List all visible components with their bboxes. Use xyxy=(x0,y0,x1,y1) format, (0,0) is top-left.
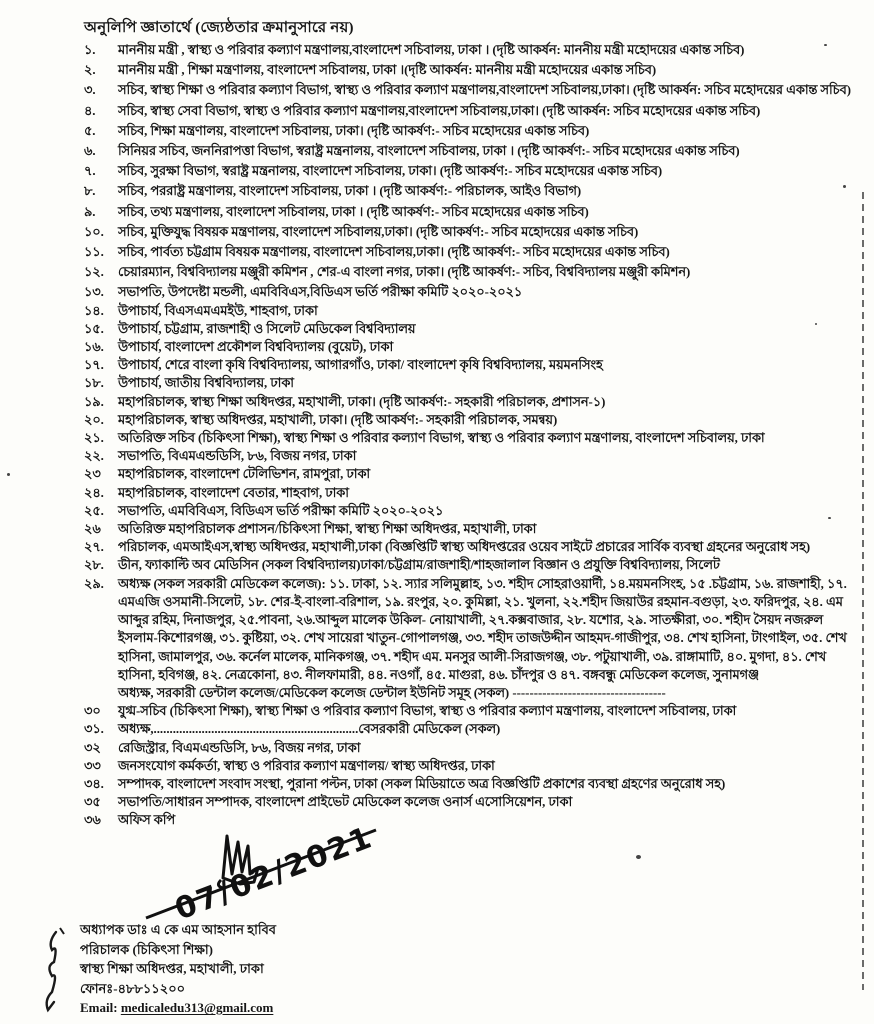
signatory-designation: পরিচালক (চিকিৎসা শিক্ষা) xyxy=(80,941,213,957)
list-item xyxy=(84,102,862,120)
item-number: ২৮. xyxy=(84,558,104,573)
list-item xyxy=(84,182,862,200)
item-text: রেজিস্ট্রার, বিএমএন্ডডিসি, ৮৬, বিজয় নগর, ঢাকা xyxy=(118,740,361,755)
list-item xyxy=(84,684,862,702)
item-number: ১৪. xyxy=(84,303,104,318)
item-number: ১. xyxy=(84,43,96,57)
item-text: মহাপরিচালক, স্বাস্থ্য শিক্ষা অধিদপ্তর, মহাখালী, ঢাকা। (দৃষ্টি আকর্ষণ:- সহকারী পরিচালক, প্রশাসন-১) xyxy=(118,394,606,409)
item-text: মহাপরিচালক, বাংলাদেশ বেতার, শাহবাগ, ঢাকা xyxy=(118,485,349,500)
list-item xyxy=(84,393,862,411)
item-text: সভাপতি, বিএমএন্ডডিসি, ৮৬, বিজয় নগর, ঢাকা xyxy=(118,449,357,464)
list-item xyxy=(84,338,862,356)
scan-noise xyxy=(843,185,846,188)
item-number: ২৪. xyxy=(84,485,104,500)
item-number: ১৭. xyxy=(84,358,104,373)
item-text: সচিব, পররাষ্ট্র মন্ত্রণালয়, বাংলাদেশ সচিবালয়, ঢাকা । (দৃষ্টি আকর্ষণ:- পরিচালক, আইও বিভাগ) xyxy=(118,184,582,199)
item-text: উপাচার্য, বাংলাদেশ প্রকৌশল বিশ্ববিদ্যালয় (বুয়েট), ঢাকা xyxy=(118,340,394,355)
item-number: ১১. xyxy=(84,245,104,260)
list-item xyxy=(84,61,862,79)
list-item xyxy=(84,374,862,392)
list-item xyxy=(84,739,862,757)
signature-date: 07/02/2021 xyxy=(170,819,378,928)
list-item xyxy=(84,465,862,483)
item-text: সচিব, স্বাস্থ্য সেবা বিভাগ, স্বাস্থ্য ও পরিবার কল্যাণ মন্ত্রণালয়,বাংলাদেশ সচিবালয়,ঢাকা। (দৃষ্টি আকর্ষন: সচিব মহোদয়ের একান্ত সচিব) xyxy=(118,103,761,118)
list-item xyxy=(84,263,862,281)
item-number: ২২. xyxy=(84,449,104,464)
scan-noise xyxy=(828,517,831,519)
list-item xyxy=(84,122,862,140)
list-item xyxy=(84,411,862,429)
email-address: medicaledu313@gmail.com xyxy=(120,1000,274,1015)
list-item xyxy=(84,702,862,720)
item-number: ২০. xyxy=(84,412,104,427)
list-item xyxy=(84,203,862,221)
scan-noise xyxy=(7,473,10,476)
list-item xyxy=(84,520,862,538)
item-text: পরিচালক, এমআইএস,স্বাস্থ্য অধিদপ্তর, মহাখালী,ঢাকা (বিজ্ঞপ্তিটি স্বাস্থ্য অধিদপ্তরের ওয়েব সাইটে প্রচারের সার্বিক ব্যবস্থা গ্রহনের অনুরোধ সহ) xyxy=(118,540,811,555)
email-label: Email: xyxy=(80,1000,121,1015)
list-item xyxy=(84,320,862,338)
item-text: সচিব, সুরক্ষা বিভাগ, স্বরাষ্ট্র মন্ত্রনালয়, বাংলাদেশ সচিবালয়, ঢাকা। (দৃষ্টি আকর্ষণ:- সচিব মহোদয়ের একান্ত সচিব) xyxy=(118,164,663,179)
list-item xyxy=(84,142,862,160)
item-text: সিনিয়র সচিব, জননিরাপত্তা বিভাগ, স্বরাষ্ট্র মন্ত্রনালয়, বাংলাদেশ সচিবালয়, ঢাকা । (দৃষ্টি আকর্ষণ:- সচিব মহোদয়ের একান্ত সচিব) xyxy=(118,144,740,159)
item-text: অধ্যক্ষ, সরকারী ডেন্টাল কলেজ/মেডিকেল কলেজ ডেন্টাল ইউনিট সমূহ (সকল) ------------------------------------ xyxy=(118,685,666,700)
item-number: ৩. xyxy=(84,83,96,98)
item-number: ১৮. xyxy=(84,376,104,391)
scan-noise xyxy=(815,323,817,325)
list-item xyxy=(84,223,862,241)
item-text: উপাচার্য, শেরে বাংলা কৃষি বিশ্ববিদ্যালয়, আগারগাঁও, ঢাকা/ বাংলাদেশ কৃষি বিশ্ববিদ্যালয়, ময়মনসিংহ xyxy=(118,358,603,373)
item-number: ১০. xyxy=(84,224,104,239)
item-number: ৩৬ xyxy=(84,813,101,828)
item-text: অতিরিক্ত মহাপরিচালক প্রশাসন/চিকিৎসা শিক্ষা, স্বাস্থ্য শিক্ষা অধিদপ্তর, মহাখালী, ঢাকা xyxy=(118,522,537,537)
item-text: সচিব, শিক্ষা মন্ত্রণালয়, বাংলাদেশ সচিবালয়, ঢাকা। (দৃষ্টি আকর্ষণ:- সচিব মহোদয়ের একান্ত সচিব) xyxy=(118,123,590,138)
item-text: সচিব, স্বাস্থ্য শিক্ষা ও পরিবার কল্যাণ বিভাগ, স্বাস্থ্য ও পরিবার কল্যাণ মন্ত্রণালয়,বাংলাদেশ সচিবালয়,ঢাকা। (দৃষ্টি আকর্ষন: সচিব মহোদয়ের একান্ত সচিব) xyxy=(118,83,851,98)
scan-noise xyxy=(824,44,827,46)
signature-scribble xyxy=(128,816,408,931)
signatory-phone: ফোনঃ-৪৮৮১১২০০ xyxy=(80,980,186,996)
list-item xyxy=(84,41,862,59)
item-text: সভাপতি, এমবিবিএস, বিডিএস ভর্তি পরীক্ষা কমিটি ২০২০-২০২১ xyxy=(118,503,444,518)
item-number: ৩০ xyxy=(84,704,101,719)
item-number: ১৬. xyxy=(84,340,104,355)
item-number: ১৯. xyxy=(84,394,104,409)
item-text: অধ্যক্ষ,................................................................বেসরকারী মেডিকেল (সকল) xyxy=(118,722,501,737)
item-text: সভাপতি, উপদেষ্টা মন্ডলী, এমবিবিএস,বিডিএস ভর্তি পরীক্ষা কমিটি ২০২০-২০২১ xyxy=(118,285,523,300)
item-text: মহাপরিচালক, স্বাস্থ্য অধিদপ্তর, মহাখালী, ঢাকা। (দৃষ্টি আকর্ষণ:- সহকারী পরিচালক, সমন্বয়) xyxy=(118,412,558,427)
item-text: উপাচার্য, চট্টগ্রাম, রাজশাহী ও সিলেট মেডিকেল বিশ্ববিদ্যালয় xyxy=(118,321,416,336)
item-text: সচিব, তথ্য মন্ত্রণালয়, বাংলাদেশ সচিবালয়, ঢাকা । (দৃষ্টি আকর্ষণ:- সচিব মহোদয়ের একান্ত সচিব) xyxy=(118,204,589,219)
list-item xyxy=(84,575,862,684)
item-number: ২১. xyxy=(84,431,104,446)
list-item xyxy=(84,556,862,574)
item-number: ৩১. xyxy=(84,722,104,737)
list-item xyxy=(84,81,862,99)
item-number: ৪. xyxy=(84,103,96,118)
item-text: মহাপরিচালক, বাংলাদেশ টেলিভিশন, রামপুরা, ঢাকা xyxy=(118,467,371,482)
list-item xyxy=(84,720,862,738)
list-item xyxy=(84,283,862,301)
copy-distribution-header: অনুলিপি জ্ঞাতার্থে (জ্যেষ্ঠতার ক্রমানুসারে নয়) xyxy=(84,20,354,36)
item-text: উপাচার্য, বিএসএমএমইউ, শাহবাগ, ঢাকা xyxy=(118,303,318,318)
item-number: ২৯. xyxy=(84,576,104,591)
item-text: অধ্যক্ষ (সকল সরকারী মেডিকেল কলেজ): ১১. ঢাকা, ১২. স্যার সলিমুল্লাহ, ১৩. শহীদ সোহরাওয়ার্দী, ১৪.ময়মনসিংহ, ১৫ .চট্টগ্রাম, ১৬. রাজশাহী, ১৭. এমএজি ওসমানী-সিলেট, ১৮. শের-ই-বাংলা-বরিশাল, ১৯. রংপুর, ২০. কুমিল্লা, ২১. খুলনা, ২২.শহীদ জিয়াউর রহমান-বগুড়া, ২৩. ফরিদপুর, ২৪. এম আব্দুর রহিম, দিনাজপুর, ২৫.পাবনা, ২৬.আব্দুল মালেক উকিল- নোয়াখালী, ২৭.কক্সবাজার, ২৮. যশোর, ২৯. সাতক্ষীরা, ৩০. শহীদ সৈয়দ নজরুল ইসলাম-কিশোরগঞ্জ, ৩১. কুষ্টিয়া, ৩২. শেখ সায়েরা খাতুন-গোপালগঞ্জ, ৩৩. শহীদ তাজউদ্দীন আহমদ-গাজীপুর, ৩৪. শেখ হাসিনা, টাংগাইল, ৩৫. শেখ হাসিনা, জামালপুর, ৩৬. কর্নেল মালেক, মানিকগঞ্জ, ৩৭. শহীদ এম. মনসুর আলী-সিরাজগঞ্জ, ৩৮. পটুয়াখালী, ৩৯. রাঙ্গামাটি, ৪০. মুগদা, ৪১. শেখ হাসিনা, হবিগঞ্জ, ৪২. নেত্রকোনা, ৪৩. নীলফামারী, ৪৪. নওগাঁ, ৪৫. মাগুরা, ৪৬. চাঁদপুর ও ৪৭. বঙ্গবন্ধু মেডিকেল কলেজ, সুনামগঞ্জ xyxy=(118,576,847,682)
item-number: ২. xyxy=(84,63,96,78)
signatory-email xyxy=(80,998,276,1018)
item-text: সম্পাদক, বাংলাদেশ সংবাদ সংস্থা, পুরানা পল্টন, ঢাকা (সকল মিডিয়াতে অত্র বিজ্ঞপ্তিটি প্রকাশের ব্যবস্থা গ্রহণের অনুরোধ সহ) xyxy=(118,776,726,791)
signatory-name: অধ্যাপক ডাঃ এ কে এম আহসান হাবিব xyxy=(80,922,277,937)
item-text: মাননীয় মন্ত্রী , শিক্ষা মন্ত্রণালয়, বাংলাদেশ সচিবালয়, ঢাকা ।(দৃষ্টি আকর্ষন: মাননীয় মন্ত্রী মহোদয়ের একান্ত সচিব) xyxy=(118,63,657,78)
item-text: চেয়ারম্যান, বিশ্ববিদ্যালয় মঞ্জুরী কমিশন , শের-এ বাংলা নগর, ঢাকা। (দৃষ্টি আকর্ষণ:- সচিব, বিশ্ববিদ্যালয় মঞ্জুরী কমিশন) xyxy=(118,265,691,280)
signatory-office: স্বাস্থ্য শিক্ষা অধিদপ্তর, মহাখালী, ঢাকা xyxy=(80,961,264,976)
item-number: ২৩ xyxy=(84,467,101,482)
item-text: সচিব, পার্বত্য চট্টগ্রাম বিষয়ক মন্ত্রণালয়, বাংলাদেশ সচিবালয়,ঢাকা। (দৃষ্টি আকর্ষণ:- সচিব মহোদয়ের একান্ত সচিব) xyxy=(118,245,670,260)
list-item xyxy=(84,447,862,465)
footer-signatory xyxy=(80,920,276,1018)
list-item xyxy=(84,793,862,811)
item-text: সভাপতি/সাধারন সম্পাদক, বাংলাদেশ প্রাইভেট মেডিকেল কলেজ ওনার্স এসোসিয়েশন, ঢাকা xyxy=(118,795,573,810)
item-number: ৮. xyxy=(84,184,96,199)
list-item xyxy=(84,502,862,520)
item-number: ৭. xyxy=(84,164,96,179)
item-number: ১৫. xyxy=(84,321,104,336)
item-text: অতিরিক্ত সচিব (চিকিৎসা শিক্ষা), স্বাস্থ্য শিক্ষা ও পরিবার কল্যাণ বিভাগ, স্বাস্থ্য ও পরিবার কল্যাণ মন্ত্রণালয়, বাংলাদেশ সচিবালয়, ঢাকা xyxy=(118,431,765,446)
page-edge-artifact xyxy=(862,192,864,990)
item-text: মাননীয় মন্ত্রী , স্বাস্থ্য ও পরিবার কল্যাণ মন্ত্রণালয়,বাংলাদেশ সচিবালয়, ঢাকা । (দৃষ্টি আকর্ষন: মাননীয় মন্ত্রী মহোদয়ের একান্ত সচিব) xyxy=(118,43,745,57)
list-item xyxy=(84,302,862,320)
list-item xyxy=(84,243,862,261)
item-number: ২৭. xyxy=(84,540,104,555)
item-number: ১২. xyxy=(84,265,104,280)
list-item xyxy=(84,356,862,374)
list-item xyxy=(84,484,862,502)
item-text: যুগ্ম-সচিব (চিকিৎসা শিক্ষা), স্বাস্থ্য শিক্ষা ও পরিবার কল্যাণ বিভাগ, স্বাস্থ্য ও পরিবার কল্যাণ মন্ত্রণালয়, বাংলাদেশ সচিবালয়, ঢাকা xyxy=(118,704,737,719)
left-margin-scribble xyxy=(26,922,72,1018)
distribution-list xyxy=(84,41,862,830)
item-text: সচিব, মুক্তিযুদ্ধ বিষয়ক মন্ত্রণালয়, বাংলাদেশ সচিবালয়,ঢাকা। (দৃষ্টি আকর্ষণ:- সচিব মহোদয়ের একান্ত সচিব) xyxy=(118,224,639,239)
list-item xyxy=(84,429,862,447)
item-text: জনসংযোগ কর্মকর্তা, স্বাস্থ্য ও পরিবার কল্যাণ মন্ত্রণালয়/ স্বাস্থ্য অধিদপ্তর, ঢাকা xyxy=(118,758,495,773)
item-number: ৫. xyxy=(84,123,96,138)
item-number: ১৩. xyxy=(84,285,104,300)
list-item xyxy=(84,757,862,775)
list-item xyxy=(84,538,862,556)
item-number: ৩৪. xyxy=(84,776,104,791)
item-text: ডীন, ফ্যাকাল্টি অব মেডিসিন (সকল বিশ্ববিদ্যালয়)ঢাকা/চট্টগ্রাম/রাজশাহী/শাহজালাল বিজ্ঞান ও প্রযুক্তি বিশ্ববিদ্যালয়, সিলেট xyxy=(118,558,720,573)
item-text: অফিস কপি xyxy=(118,813,176,828)
item-number: ৩৫ xyxy=(84,795,101,810)
item-number: ৯. xyxy=(84,204,96,219)
scan-noise xyxy=(636,855,641,859)
list-item xyxy=(84,775,862,793)
item-number: ৩৩ xyxy=(84,758,101,773)
list-item xyxy=(84,162,862,180)
item-number: ৩২ xyxy=(84,740,101,755)
item-number: ২৫. xyxy=(84,503,104,518)
item-text: উপাচার্য, জাতীয় বিশ্ববিদ্যালয়, ঢাকা xyxy=(118,376,295,391)
item-number: ৬. xyxy=(84,144,96,159)
item-number: ২৬ xyxy=(84,522,101,537)
